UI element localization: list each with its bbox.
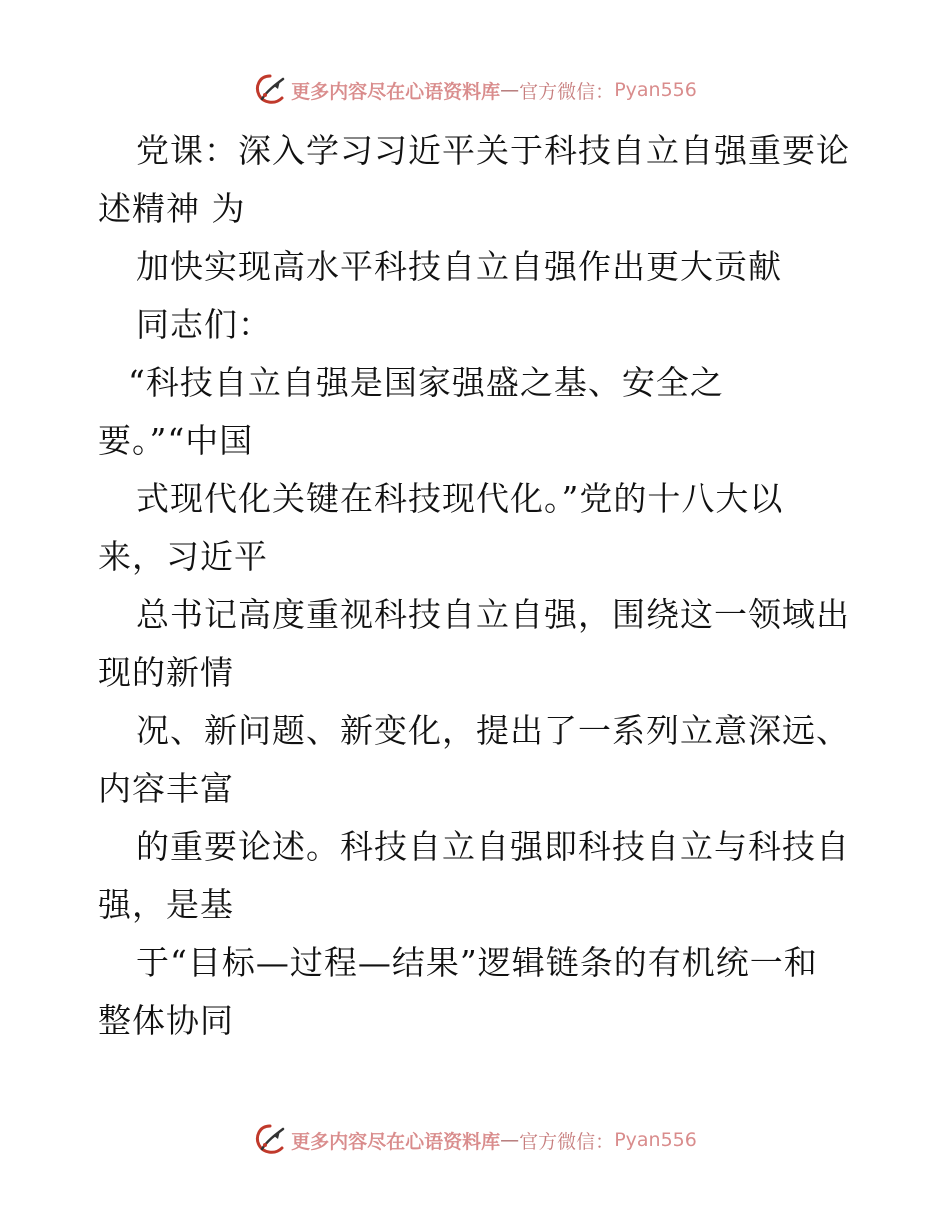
brand-logo-icon: [253, 1123, 287, 1157]
paragraph-line: “科技自立自强是国家强盛之基、安全之: [128, 363, 724, 402]
paragraph-line: 内容丰富: [98, 769, 234, 808]
salutation: 同志们：: [136, 305, 272, 344]
paragraph-line: 总书记高度重视科技自立自强，围绕这一领域出: [136, 595, 850, 634]
paragraph-line: 要。”“中国: [98, 421, 254, 460]
paragraph-line: 整体协同: [98, 1001, 234, 1040]
header-watermark: [0, 70, 950, 110]
banner-wechat-id: Pyan556: [614, 79, 697, 101]
banner-brand-text: 更多内容尽在心语资料库: [291, 1130, 501, 1153]
title-line-3: 加快实现高水平科技自立自强作出更大贡献: [136, 247, 782, 286]
banner-wechat-id: Pyan556: [614, 1129, 697, 1151]
banner-wechat-label: 官方微信：: [519, 80, 615, 103]
banner-separator: —: [500, 79, 520, 101]
document-body: [98, 122, 858, 1050]
paragraph-line: 式现代化关键在科技现代化。”党的十八大以: [136, 479, 784, 518]
paragraph-line: 于“目标—过程—结果”逻辑链条的有机统一和: [136, 943, 818, 982]
paragraph-line: 况、新问题、新变化，提出了一系列立意深远、: [136, 711, 850, 750]
paragraph-line: 现的新情: [98, 653, 234, 692]
brand-logo-icon: [253, 73, 287, 107]
title-line-1: 党课：深入学习习近平关于科技自立自强重要论: [136, 131, 850, 170]
paragraph-line: 的重要论述。科技自立自强即科技自立与科技自: [136, 827, 850, 866]
footer-watermark: [0, 1120, 950, 1160]
banner-separator: —: [500, 1129, 520, 1151]
title-line-2: 述精神 为: [98, 189, 246, 228]
paragraph-line: 强，是基: [98, 885, 234, 924]
paragraph-line: 来，习近平: [98, 537, 268, 576]
banner-wechat-label: 官方微信：: [519, 1130, 615, 1153]
banner-brand-text: 更多内容尽在心语资料库: [291, 80, 501, 103]
